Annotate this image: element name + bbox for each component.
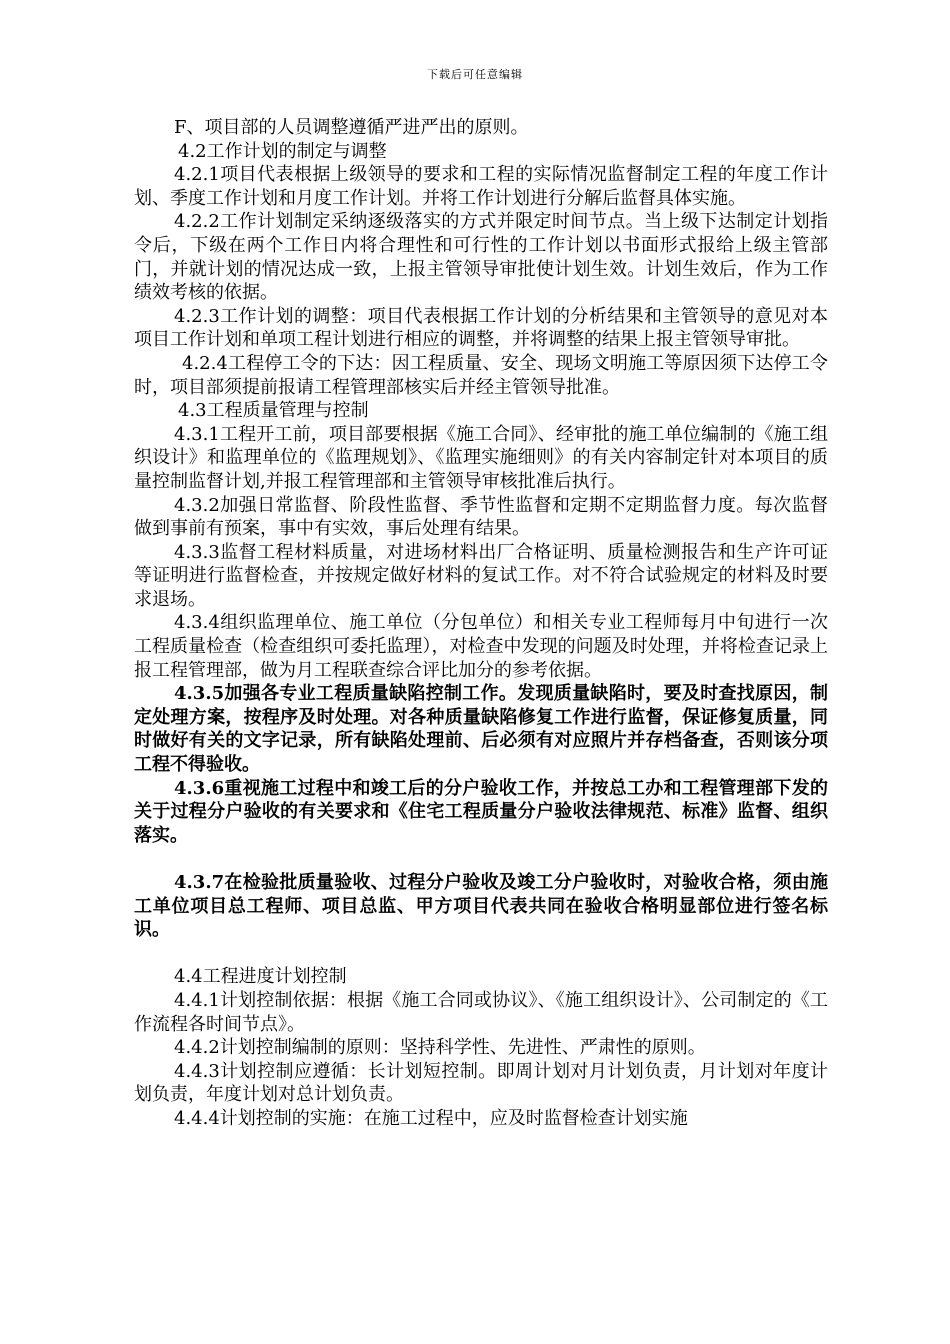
section-heading: 4.2工作计划的制定与调整 [178, 140, 387, 162]
paragraph: 4.4.1计划控制依据：根据《施工合同或协议》、《施工组织设计》、公司制定的《工作流程各时间节点》。 [134, 989, 828, 1035]
paragraph: 4.3.2加强日常监督、阶段性监督、季节性监督和定期不定期监督力度。每次监督做到事前有预案，事中有实效，事后处理有结果。 [134, 494, 828, 540]
paragraph-bold: 4.3.5加强各专业工程质量缺陷控制工作。发现质量缺陷时，要及时查找原因，制定处理方案，按程序及时处理。对各种质量缺陷修复工作进行监督，保证修复质量，同时做好有关的文字记录，所有缺陷处理前、后必须有对应照片并存档备查，否则该分项工程不得验收。 [134, 683, 828, 776]
paragraph-bold: 4.3.6重视施工过程中和竣工后的分户验收工作，并按总工办和工程管理部下发的关于过程分户验收的有关要求和《住宅工程质量分户验收法律规范、标准》监督、组织落实。 [134, 777, 828, 846]
blank-line [134, 942, 828, 966]
paragraph: 4.3.1工程开工前，项目部要根据《施工合同》、经审批的施工单位编制的《施工组织设计》和监理单位的《监理规划》、《监理实施细则》的有关内容制定针对本项目的质量控制监督计划,并报工程管理部和主管领导审核批准后执行。 [134, 423, 828, 492]
paragraph: 4.4.4计划控制的实施：在施工过程中，应及时监督检查计划实施 [174, 1107, 688, 1129]
document-body [134, 116, 828, 1131]
section-heading: 4.3工程质量管理与控制 [178, 400, 369, 422]
section-heading: 4.4工程进度计划控制 [174, 966, 347, 988]
paragraph-bold: 4.3.7在检验批质量验收、过程分户验收及竣工分户验收时，对验收合格，须由施工单位项目总工程师、项目总监、甲方项目代表共同在验收合格明显部位进行签名标识。 [134, 872, 828, 941]
page-header: 下载后可任意编辑 [427, 68, 523, 81]
paragraph: 4.4.3计划控制应遵循：长计划短控制。即周计划对月计划负责，月计划对年度计划负责，年度计划对总计划负责。 [134, 1060, 828, 1106]
paragraph: 4.3.3监督工程材料质量，对进场材料出厂合格证明、质量检测报告和生产许可证等证明进行监督检查，并按规定做好材料的复试工作。对不符合试验规定的材料及时要求退场。 [134, 541, 828, 610]
paragraph: 4.2.2工作计划制定采纳逐级落实的方式并限定时间节点。当上级下达制定计划指令后，下级在两个工作日内将合理性和可行性的工作计划以书面形式报给上级主管部门，并就计划的情况达成一致，上报主管领导审批使计划生效。计划生效后，作为工作绩效考核的依据。 [134, 211, 828, 304]
paragraph: F、项目部的人员调整遵循严进严出的原则。 [174, 117, 529, 138]
paragraph: 4.2.3工作计划的调整：项目代表根据工作计划的分析结果和主管领导的意见对本项目工作计划和单项工程计划进行相应的调整，并将调整的结果上报主管领导审批。 [134, 305, 828, 351]
paragraph: 4.4.2计划控制编制的原则：坚持科学性、先进性、严肃性的原则。 [174, 1037, 706, 1059]
blank-line [134, 847, 828, 871]
paragraph: 4.3.4组织监理单位、施工单位（分包单位）和相关专业工程师每月中旬进行一次工程质量检查（检查组织可委托监理），对检查中发现的问题及时处理，并将检查记录上报工程管理部，做为月工程联查综合评比加分的参考依据。 [134, 612, 828, 681]
paragraph: 4.2.4工程停工令的下达：因工程质量、安全、现场文明施工等原因须下达停工令时，项目部须提前报请工程管理部核实后并经主管领导批准。 [134, 352, 828, 398]
paragraph: 4.2.1项目代表根据上级领导的要求和工程的实际情况监督制定工程的年度工作计划、季度工作计划和月度工作计划。并将工作计划进行分解后监督具体实施。 [134, 164, 828, 209]
